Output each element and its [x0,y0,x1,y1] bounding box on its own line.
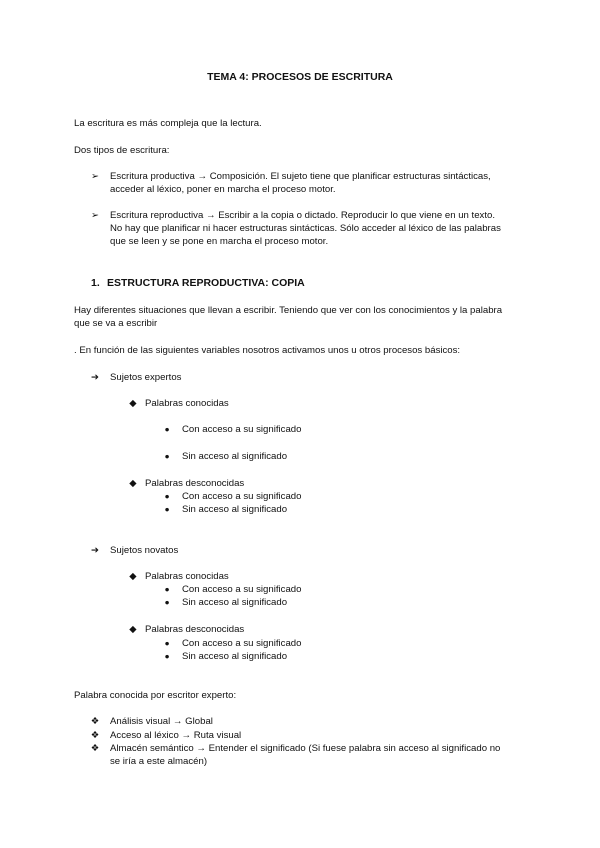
diamond-bullet-icon: ◆ [129,478,137,489]
novice-known-item2: Sin acceso al significado [182,597,288,608]
expert-known-item2: Sin acceso al significado [182,451,288,462]
type-reproductive-line1: Escritura reproductiva → Escribir a la copia o dictado. Reproducir lo que viene en un texto. [110,210,496,221]
expert-word-item2: Acceso al léxico → Ruta visual [110,730,242,741]
type-reproductive-line3: que se leen y se pone en marcha el proceso motor. [110,236,329,247]
dot-bullet-icon: ● [164,504,170,514]
dot-bullet-icon: ● [164,651,170,661]
expert-unknown-item2: Sin acceso al significado [182,504,288,515]
diamond-bullet-icon: ◆ [129,571,137,582]
novice-known-words: Palabras conocidas [145,571,229,582]
dot-bullet-icon: ● [164,491,170,501]
section1-number: 1. [91,277,100,289]
type-productive-line1: Escritura productiva → Composición. El sujeto tiene que planificar estructuras sintácticas, [110,171,491,182]
type-productive-line2: acceder al léxico, poner en marcha el proceso motor. [110,184,336,195]
dot-bullet-icon: ● [164,597,170,607]
novice-unknown-words: Palabras desconocidas [145,624,245,635]
novice-subjects: Sujetos novatos [110,545,179,556]
arrowhead-bullet-icon: ➢ [90,210,100,221]
expert-unknown-item1: Con acceso a su significado [182,491,302,502]
four-diamond-bullet-icon: ❖ [90,743,100,754]
novice-known-item1: Con acceso a su significado [182,584,302,595]
variables-text: . En función de las siguientes variables nosotros activamos unos u otros procesos básicos: [74,345,461,356]
dot-bullet-icon: ● [164,451,170,461]
dot-bullet-icon: ● [164,584,170,594]
right-arrow-bullet-icon: ➔ [90,372,100,383]
intro-text: La escritura es más compleja que la lectura. [74,118,262,129]
doc-title: TEMA 4: PROCESOS DE ESCRITURA [207,71,393,83]
types-heading: Dos tipos de escritura: [74,145,170,156]
expert-known-item1: Con acceso a su significado [182,424,302,435]
right-arrow-bullet-icon: ➔ [90,545,100,556]
section1-title: ESTRUCTURA REPRODUCTIVA: COPIA [107,277,305,289]
four-diamond-bullet-icon: ❖ [90,730,100,741]
type-reproductive-line2: No hay que planificar ni hacer estructuras sintácticas. Sólo acceder al léxico de las palabras [110,223,501,234]
expert-word-item3: Almacén semántico → Entender el significado (Si fuese palabra sin acceso al significado no [110,743,501,754]
arrowhead-bullet-icon: ➢ [90,171,100,182]
novice-unknown-item1: Con acceso a su significado [182,638,302,649]
expert-subjects: Sujetos expertos [110,372,182,383]
novice-unknown-item2: Sin acceso al significado [182,651,288,662]
section1-para-line1: Hay diferentes situaciones que llevan a escribir. Teniendo que ver con los conocimientos y la palabra [74,305,503,316]
diamond-bullet-icon: ◆ [129,624,137,635]
four-diamond-bullet-icon: ❖ [90,716,100,727]
section1-para-line2: que se va a escribir [74,318,158,329]
dot-bullet-icon: ● [164,638,170,648]
expert-word-item1: Análisis visual → Global [110,716,213,727]
expert-known-words: Palabras conocidas [145,398,229,409]
expert-unknown-words: Palabras desconocidas [145,478,245,489]
expert-word-heading: Palabra conocida por escritor experto: [74,690,237,701]
expert-word-item3-continuation: se iría a este almacén) [110,756,208,767]
diamond-bullet-icon: ◆ [129,398,137,409]
dot-bullet-icon: ● [164,424,170,434]
